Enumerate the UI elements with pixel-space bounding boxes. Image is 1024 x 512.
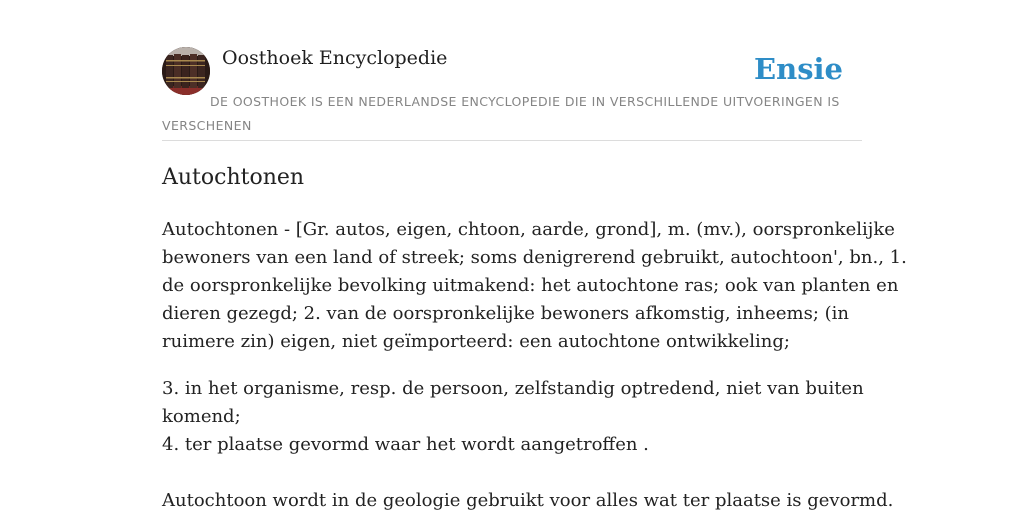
text-line: dieren gezegd; 2. van de oorspronkelijke bewoners afkomstig, inheems; (in: [162, 303, 849, 324]
site-tagline: DE OOSTHOEK IS EEN NEDERLANDSE ENCYCLOPEDIE DIE IN VERSCHILLENDE UITVOERINGEN IS VERSCHENEN: [162, 94, 840, 133]
article-title: Autochtonen: [162, 165, 305, 190]
geology-paragraph: [162, 487, 894, 512]
text-line: 4. ter plaatse gevormd waar het wordt aangetroffen .: [162, 434, 649, 455]
text-line: komend;: [162, 406, 241, 427]
site-title[interactable]: Oosthoek Encyclopedie: [222, 47, 448, 69]
text-line: de oorspronkelijke bevolking uitmakend: het autochtone ras; ook van planten en: [162, 275, 899, 296]
text-line: bewoners van een land of streek; soms denigrerend gebruikt, autochtoon', bn., 1.: [162, 247, 907, 268]
bookshelf-icon: [162, 47, 210, 95]
brand-logo-link[interactable]: Ensie: [754, 52, 843, 86]
text-line: 3. in het organisme, resp. de persoon, zelfstandig optredend, niet van buiten: [162, 378, 864, 399]
text-line: Autochtonen - [Gr. autos, eigen, chtoon, aarde, grond], m. (mv.), oorspronkelijke: [162, 219, 895, 240]
definition-paragraph: [162, 375, 862, 459]
article: [162, 160, 907, 512]
text-line: Autochtoon wordt in de geologie gebruikt voor alles wat ter plaatse is gevormd.: [162, 490, 894, 511]
site-header: [162, 46, 862, 141]
definition-paragraph: [162, 216, 907, 356]
text-line: ruimere zin) eigen, niet geïmporteerd: een autochtone ontwikkeling;: [162, 331, 790, 352]
bookshelf-avatar-icon[interactable]: [162, 47, 210, 95]
